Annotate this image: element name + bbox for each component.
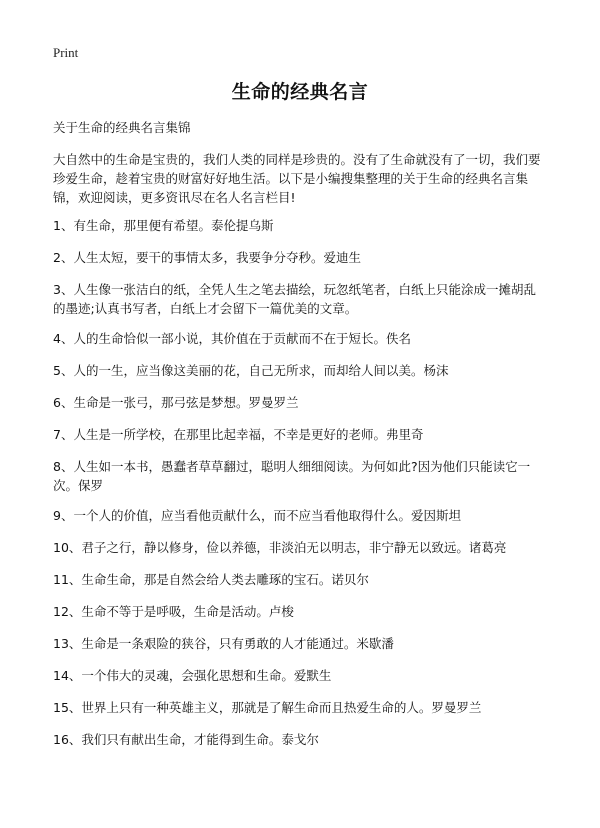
quote-item: 3、人生像一张洁白的纸，全凭人生之笔去描绘，玩忽纸笔者，白纸上只能涂成一摊胡乱的墨迹;认真书写者，白纸上才会留下一篇优美的文章。 bbox=[53, 282, 536, 316]
quote-item: 13、生命是一条艰险的狭谷，只有勇敢的人才能通过。米歇潘 bbox=[53, 636, 394, 651]
quote-item: 15、世界上只有一种英雄主义，那就是了解生命而且热爱生命的人。罗曼罗兰 bbox=[53, 700, 482, 715]
subtitle: 关于生命的经典名言集锦 bbox=[53, 120, 191, 135]
quote-item: 1、有生命，那里便有希望。泰伦提乌斯 bbox=[53, 218, 274, 233]
quote-list bbox=[53, 216, 548, 762]
quote-item: 6、生命是一张弓，那弓弦是梦想。罗曼罗兰 bbox=[53, 395, 299, 410]
quote-item: 14、一个伟大的灵魂，会强化思想和生命。爱默生 bbox=[53, 668, 332, 683]
quote-item: 8、人生如一本书，愚蠢者草草翻过，聪明人细细阅读。为何如此?因为他们只能读它一次。保罗 bbox=[53, 459, 531, 493]
quote-item: 2、人生太短，要干的事情太多，我要争分夺秒。爱迪生 bbox=[53, 250, 361, 265]
quote-item: 7、人生是一所学校，在那里比起幸福，不幸是更好的老师。弗里奇 bbox=[53, 427, 424, 442]
print-label[interactable]: Print bbox=[53, 45, 79, 60]
quote-item: 4、人的生命恰似一部小说，其价值在于贡献而不在于短长。佚名 bbox=[53, 331, 411, 346]
quote-item: 9、一个人的价值，应当看他贡献什么，而不应当看他取得什么。爱因斯坦 bbox=[53, 508, 461, 523]
quote-item: 11、生命生命，那是自然会给人类去雕琢的宝石。诺贝尔 bbox=[53, 572, 369, 587]
quote-item: 5、人的一生，应当像这美丽的花，自己无所求，而却给人间以美。杨沫 bbox=[53, 363, 449, 378]
quote-item: 12、生命不等于是呼吸，生命是活动。卢梭 bbox=[53, 604, 294, 619]
intro-paragraph: 大自然中的生命是宝贵的，我们人类的同样是珍贵的。没有了生命就没有了一切，我们要珍爱生命，趁着宝贵的财富好好地生活。以下是小编搜集整理的关于生命的经典名言集锦，欢迎阅读，更多资讯尽在名人名言栏目! bbox=[53, 152, 541, 205]
quote-item: 10、君子之行，静以修身，俭以养德，非淡泊无以明志，非宁静无以致远。诸葛亮 bbox=[53, 540, 507, 555]
quote-item: 16、我们只有献出生命，才能得到生命。泰戈尔 bbox=[53, 732, 319, 747]
page-title: 生命的经典名言 bbox=[231, 81, 369, 103]
